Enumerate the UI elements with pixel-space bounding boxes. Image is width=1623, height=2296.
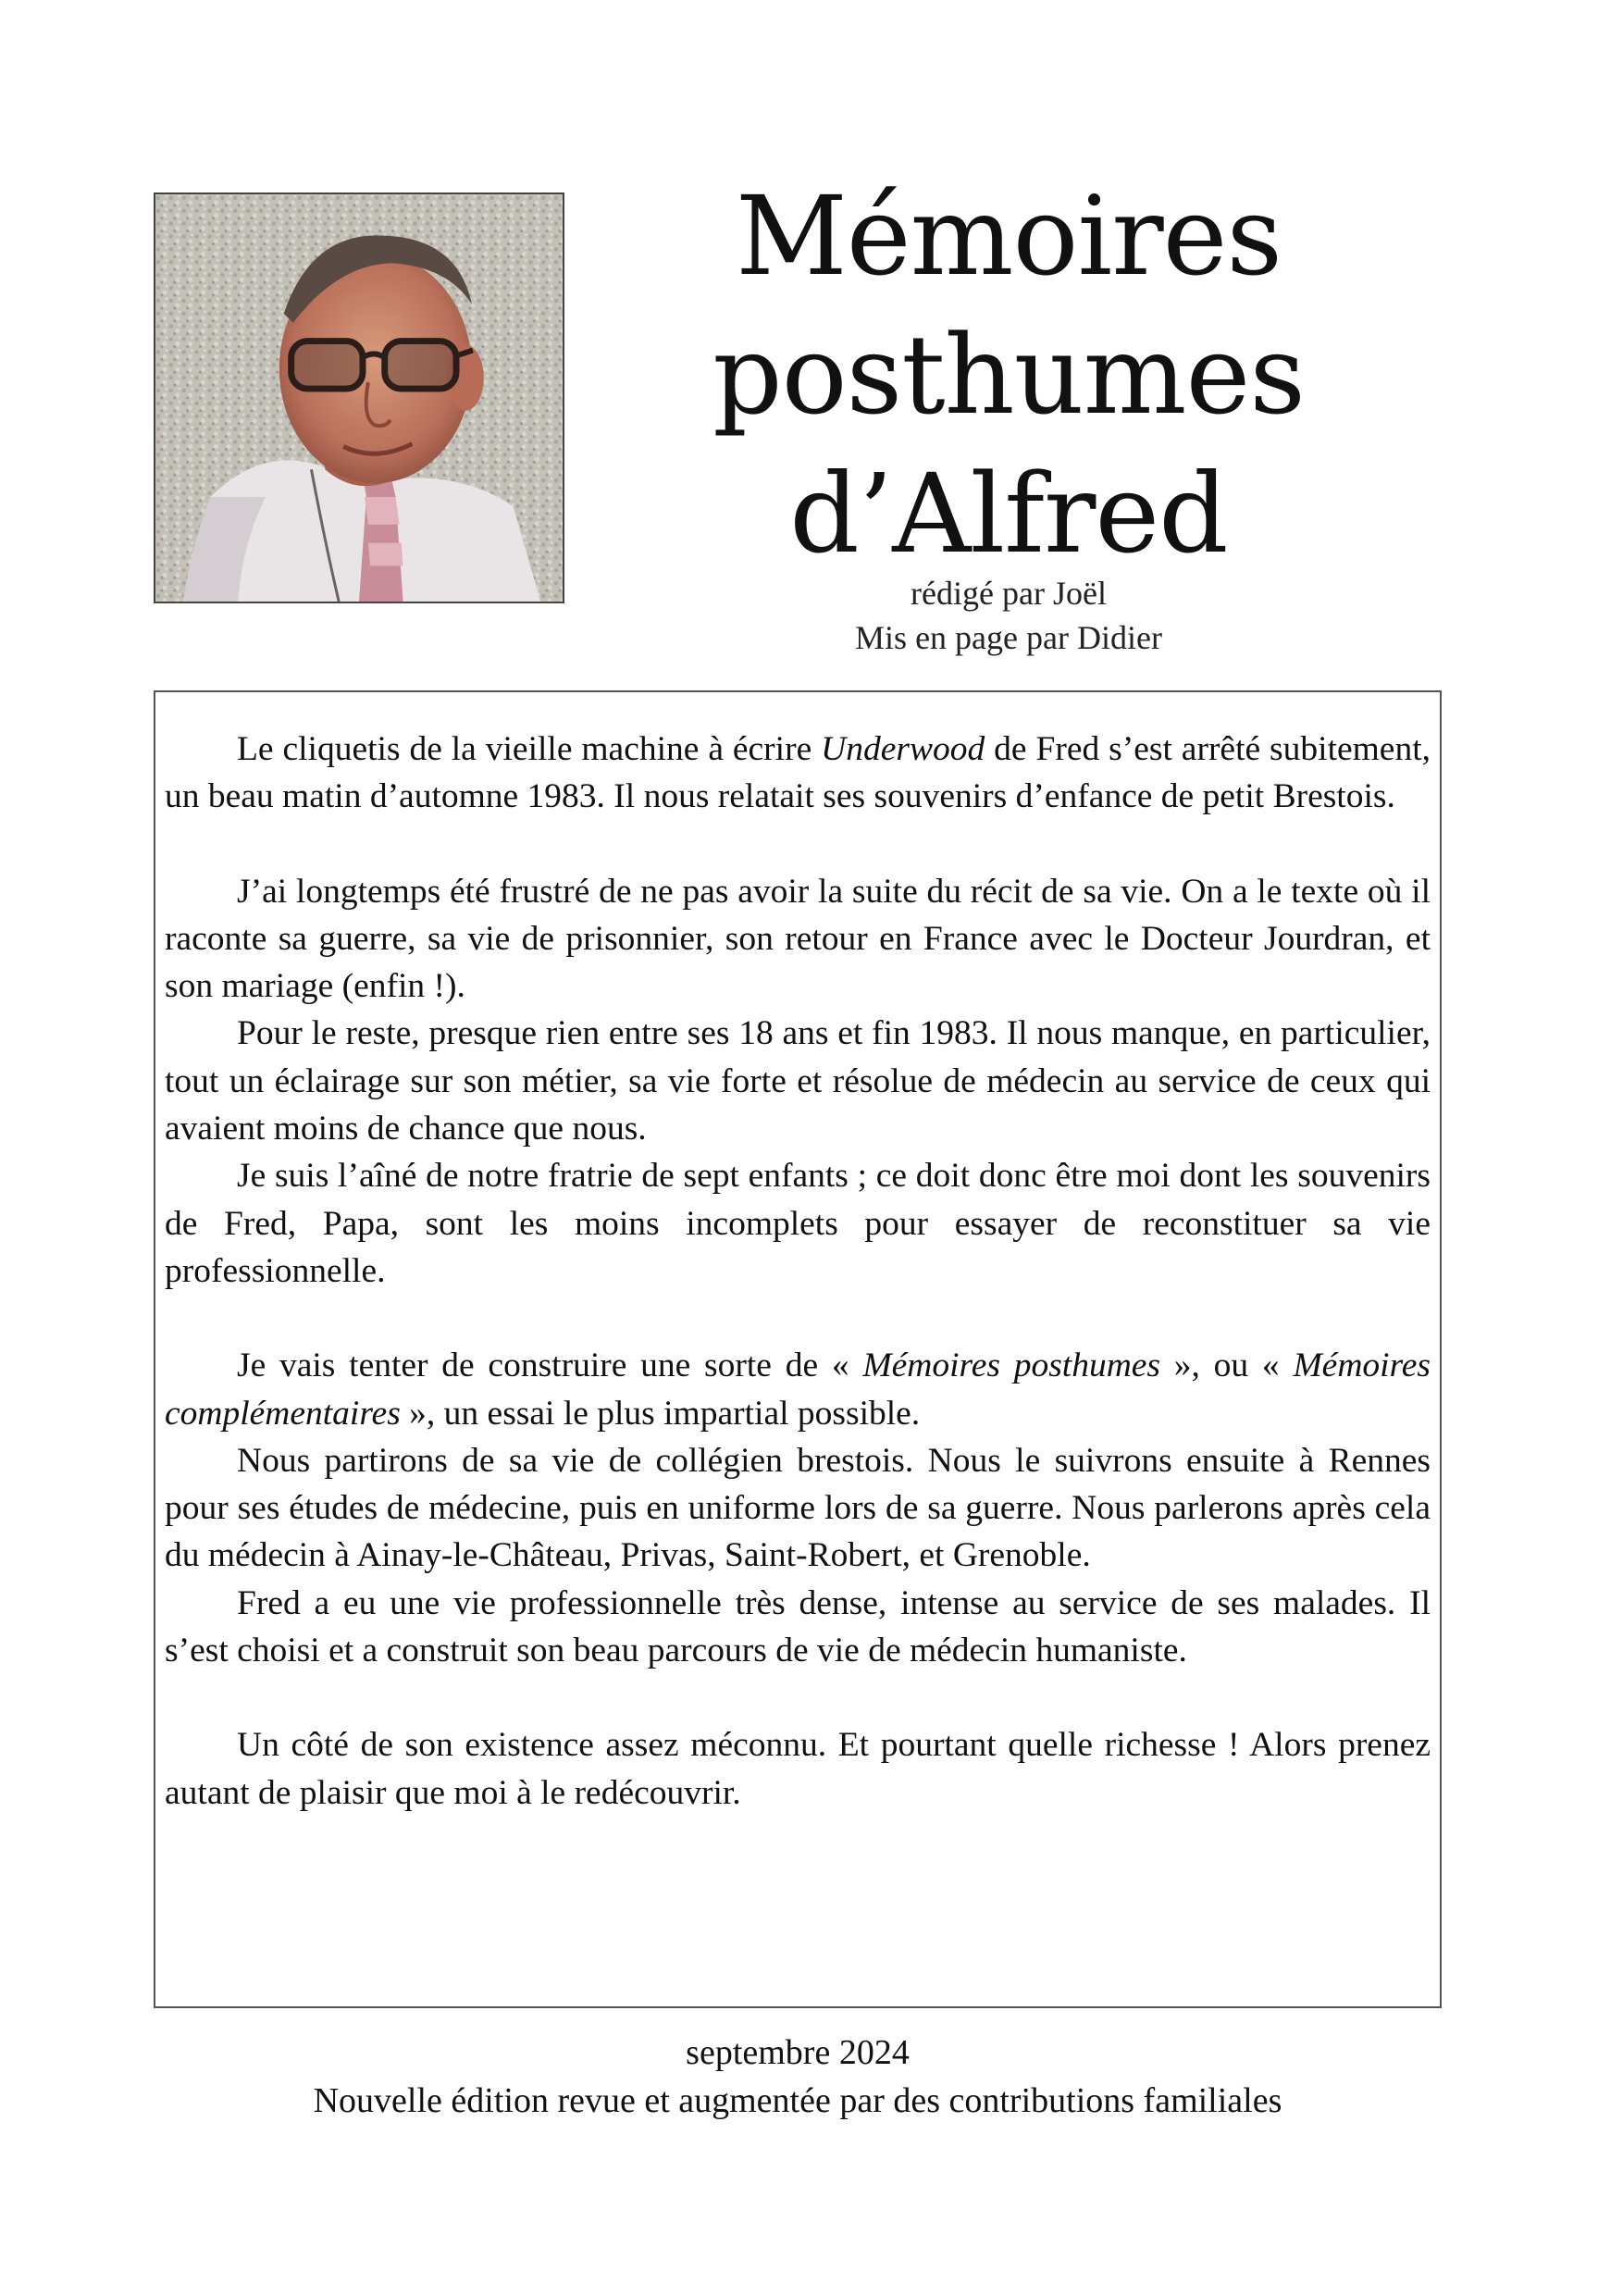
document-title [648,167,1369,583]
introduction-frame [154,690,1442,2008]
title-line-3: d’Alfred [789,450,1228,577]
paragraph-4: Je suis l’aîné de notre fratrie de sept enfants ; ce doit donc être moi dont les souvenirs de Fred, Papa, sont les moins incomplets pour essayer de reconstituer sa vie professionnelle. [165,1157,1431,1290]
footer-edition: Nouvelle édition revue et augmentée par des contributions familiales [313,2081,1282,2120]
paragraph-5-part-3: », un essai le plus impartial possible. [400,1394,921,1433]
paragraph-5-part-1: Je vais tenter de construire une sorte de « [237,1347,863,1385]
layout-credit: Mis en page par Didier [855,619,1162,656]
footer [154,2029,1442,2125]
paragraph-7: Fred a eu une vie professionnelle très dense, intense au service de ses malades. Il s’est choisi et a construit son beau parcours de vie de médecin humaniste. [165,1583,1431,1670]
title-line-2: posthumes [712,311,1305,439]
paragraph-6: Nous partirons de sa vie de collégien brestois. Nous le suivrons ensuite à Rennes pour ses études de médecine, puis en uniforme lors de sa guerre. Nous parlerons après cela du médecin à Ainay-le-Château, Privas, Saint-Robert, et Grenoble. [165,1441,1431,1575]
footer-date: septembre 2024 [686,2033,910,2072]
paragraph-1-italic: Underwood [821,730,985,768]
paragraph-5-italic-2: Mémoires complémentaires [165,1347,1431,1433]
portrait-photo [154,192,564,603]
paragraph-5 [165,1342,1431,1437]
portrait-photo-icon [155,194,563,602]
author-credit: rédigé par Joël [911,575,1107,612]
paragraph-1-end: de Fred s’est arrêté subitement, un beau matin d’automne 1983. Il nous relatait ses souvenirs d’enfance de petit Brestois. [165,730,1431,816]
paragraph-3: Pour le reste, presque rien entre ses 18 ans et fin 1983. Il nous manque, en particulier, tout un éclairage sur son métier, sa vie forte et résolue de médecin au service de ceux qui avaient moins de chance que nous. [165,1014,1431,1148]
paragraph-1-start: Le cliquetis de la vieille machine à écrire [237,730,822,768]
paragraph-1 [165,726,1431,821]
credits [648,571,1369,660]
paragraph-8: Un côté de son existence assez méconnu. Et pourtant quelle richesse ! Alors prenez autant de plaisir que moi à le redécouvrir. [165,1726,1431,1812]
paragraph-2: J’ai longtemps été frustré de ne pas avoir la suite du récit de sa vie. On a le texte où il raconte sa guerre, sa vie de prisonnier, son retour en France avec le Docteur Jourdran, et son mariage (enfin !). [165,872,1431,1006]
paragraph-5-italic-1: Mémoires posthumes [862,1347,1161,1385]
paragraph-5-part-2: », ou « [1160,1347,1294,1385]
title-line-1: Mémoires [735,172,1282,300]
